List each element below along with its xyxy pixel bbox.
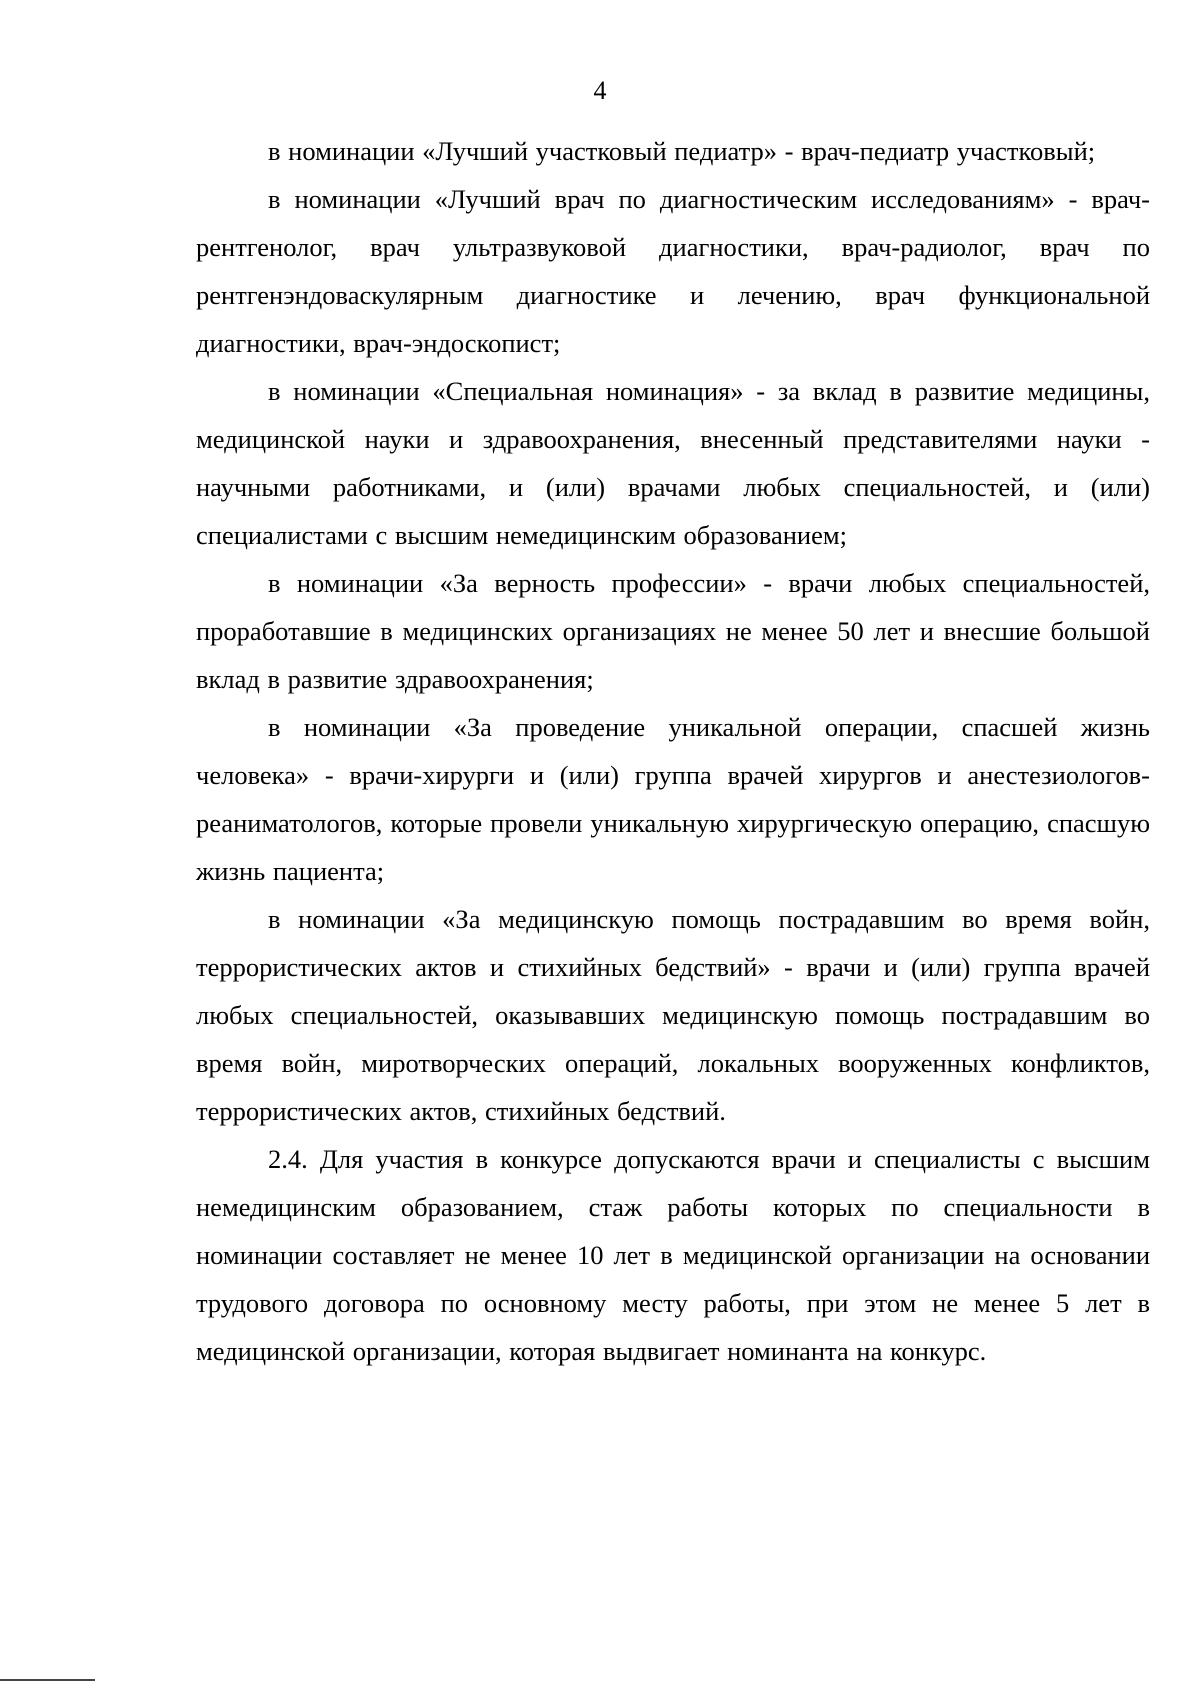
paragraph-unique-operation: в номинации «За проведение уникальной операции, спасшей жизнь человека» - врачи-хирурги и (или) группа врачей хирургов и анестезиологов-реаниматологов, которые провели уникальную хирургическую операцию, спасшую жизнь пациента;: [196, 712, 1150, 886]
paragraph-special-nomination: в номинации «Специальная номинация» - за вклад в развитие медицины, медицинской науки и здравоохранения, внесенный представителями науки - научными работниками, и (или) врачами любых специальностей, и (или) специалистами с высшим немедицинским образованием;: [196, 376, 1150, 550]
document-body: [196, 127, 1150, 1375]
paragraph-loyalty-to-profession: в номинации «За верность профессии» - врачи любых специальностей, проработавшие в медицинских организациях не менее 50 лет и внесшие большой вклад в развитие здравоохранения;: [196, 568, 1150, 694]
footer-divider: [0, 1679, 95, 1681]
paragraph-medical-aid-victims: в номинации «За медицинскую помощь пострадавшим во время войн, террористических актов и стихийных бедствий» - врачи и (или) группа врачей любых специальностей, оказывавших медицинскую помощь пострадавшим во время войн, миротворческих операций, локальных вооруженных конфликтов, террористических актов, стихийных бедствий.: [196, 904, 1150, 1126]
page-number: 4: [593, 76, 607, 105]
paragraph-best-diagnostics-doctor: в номинации «Лучший врач по диагностическим исследованиям» - врач-рентгенолог, врач ультразвуковой диагностики, врач-радиолог, врач по рентгенэндоваскулярным диагностике и лечению, врач функциональной диагностики, врач-эндоскопист;: [196, 184, 1150, 358]
paragraph-section-2-4: 2.4. Для участия в конкурсе допускаются врачи и специалисты с высшим немедицинским образованием, стаж работы которых по специальности в номинации составляет не менее 10 лет в медицинской организации на основании трудового договора по основному месту работы, при этом не менее 5 лет в медицинской организации, которая выдвигает номинанта на конкурс.: [196, 1144, 1150, 1366]
paragraph-best-pediatrician: в номинации «Лучший участковый педиатр» - врач-педиатр участковый;: [268, 136, 1096, 166]
